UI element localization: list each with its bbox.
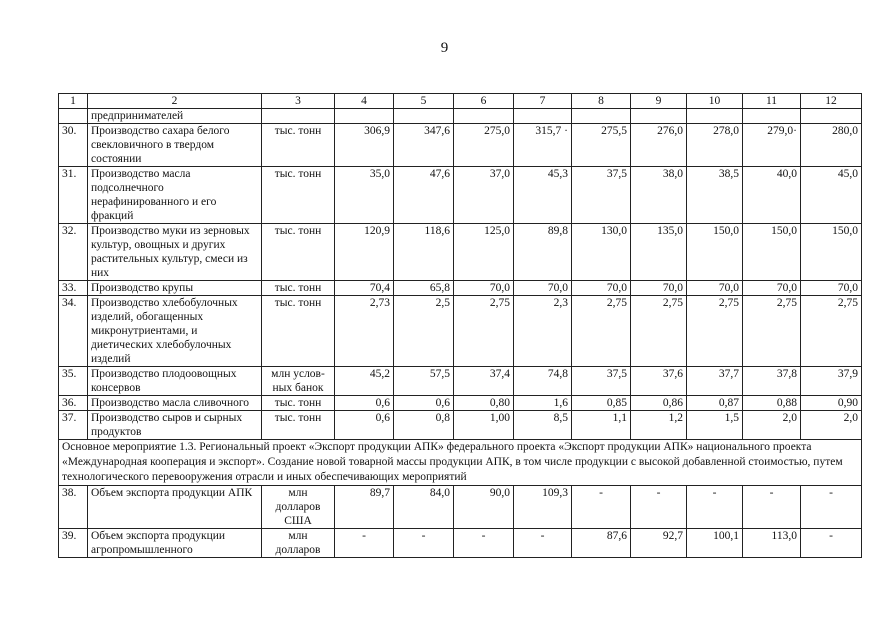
empty-cell — [454, 109, 514, 124]
table-row — [59, 411, 862, 440]
table-row — [59, 109, 862, 124]
value-cell: 37,7 — [687, 367, 743, 396]
table-row — [59, 296, 862, 367]
header-cell: 7 — [514, 94, 572, 109]
unit-cell: млн долларов США — [262, 486, 335, 529]
value-cell: 0,90 — [801, 396, 862, 411]
unit-cell: тыс. тонн — [262, 167, 335, 224]
value-cell: 150,0 — [687, 224, 743, 281]
empty-cell — [801, 109, 862, 124]
value-cell: 0,86 — [631, 396, 687, 411]
value-cell: 135,0 — [631, 224, 687, 281]
value-cell: 37,5 — [572, 167, 631, 224]
section-row — [59, 440, 862, 486]
value-cell: 278,0 — [687, 124, 743, 167]
row-number-cell: 35. — [59, 367, 88, 396]
row-number-cell: 33. — [59, 281, 88, 296]
value-cell: 2,5 — [394, 296, 454, 367]
value-cell: 89,7 — [335, 486, 394, 529]
value-cell: 306,9 — [335, 124, 394, 167]
header-cell: 8 — [572, 94, 631, 109]
value-cell: - — [335, 529, 394, 558]
header-cell: 5 — [394, 94, 454, 109]
row-number-cell: 39. — [59, 529, 88, 558]
page-number: 9 — [440, 40, 449, 56]
indicator-name-cell: предпринимателей — [88, 109, 262, 124]
row-number-cell: 30. — [59, 124, 88, 167]
value-cell: 2,75 — [454, 296, 514, 367]
value-cell: 2,75 — [572, 296, 631, 367]
value-cell: 280,0 — [801, 124, 862, 167]
value-cell: 37,5 — [572, 367, 631, 396]
value-cell: 2,0 — [743, 411, 801, 440]
unit-cell: тыс. тонн — [262, 396, 335, 411]
value-cell: 279,0· — [743, 124, 801, 167]
empty-cell — [631, 109, 687, 124]
indicator-name-cell: Объем экспорта продукции агропромышленного — [88, 529, 262, 558]
unit-cell: тыс. тонн — [262, 281, 335, 296]
value-cell: 275,5 — [572, 124, 631, 167]
value-cell: 0,6 — [335, 411, 394, 440]
value-cell: 315,7 · — [514, 124, 572, 167]
value-cell: 100,1 — [687, 529, 743, 558]
unit-cell: тыс. тонн — [262, 124, 335, 167]
indicator-name-cell: Производство плодоовощных консервов — [88, 367, 262, 396]
value-cell: 150,0 — [801, 224, 862, 281]
value-cell: - — [454, 529, 514, 558]
indicator-name-cell: Производство хлебобулочных изделий, обогащенных микронутриентами, и диетических хлебобулочных изделий — [88, 296, 262, 367]
table-row — [59, 167, 862, 224]
indicator-name-cell: Производство крупы — [88, 281, 262, 296]
value-cell: - — [394, 529, 454, 558]
value-cell: 8,5 — [514, 411, 572, 440]
value-cell: - — [801, 486, 862, 529]
empty-cell — [687, 109, 743, 124]
value-cell: 70,0 — [743, 281, 801, 296]
value-cell: 113,0 — [743, 529, 801, 558]
table-row — [59, 224, 862, 281]
value-cell: 0,80 — [454, 396, 514, 411]
value-cell: 45,3 — [514, 167, 572, 224]
value-cell: 35,0 — [335, 167, 394, 224]
row-number-cell: 36. — [59, 396, 88, 411]
indicator-name-cell: Производство муки из зерновых культур, овощных и других растительных культур, смеси из них — [88, 224, 262, 281]
header-cell: 12 — [801, 94, 862, 109]
table-row — [59, 367, 862, 396]
value-cell: 0,6 — [394, 396, 454, 411]
header-cell: 4 — [335, 94, 394, 109]
value-cell: 40,0 — [743, 167, 801, 224]
value-cell: 125,0 — [454, 224, 514, 281]
row-number-cell: 38. — [59, 486, 88, 529]
indicator-name-cell: Производство масла сливочного — [88, 396, 262, 411]
value-cell: 118,6 — [394, 224, 454, 281]
unit-cell: млн услов-ных банок — [262, 367, 335, 396]
value-cell: 90,0 — [454, 486, 514, 529]
value-cell: 276,0 — [631, 124, 687, 167]
value-cell: 1,6 — [514, 396, 572, 411]
table-row — [59, 529, 862, 558]
empty-cell — [394, 109, 454, 124]
value-cell: 47,6 — [394, 167, 454, 224]
table-row — [59, 281, 862, 296]
value-cell: 38,0 — [631, 167, 687, 224]
value-cell: 45,2 — [335, 367, 394, 396]
unit-cell: тыс. тонн — [262, 296, 335, 367]
value-cell: 37,6 — [631, 367, 687, 396]
header-row — [59, 94, 862, 109]
header-cell: 9 — [631, 94, 687, 109]
indicators-table — [58, 93, 862, 558]
value-cell: 2,75 — [631, 296, 687, 367]
value-cell: - — [801, 529, 862, 558]
empty-cell — [335, 109, 394, 124]
value-cell: 0,8 — [394, 411, 454, 440]
table-row — [59, 396, 862, 411]
value-cell: 45,0 — [801, 167, 862, 224]
value-cell: 2,73 — [335, 296, 394, 367]
empty-cell — [514, 109, 572, 124]
row-number-cell: 34. — [59, 296, 88, 367]
value-cell: 2,75 — [743, 296, 801, 367]
unit-cell: млн долларов — [262, 529, 335, 558]
value-cell: 84,0 — [394, 486, 454, 529]
value-cell: 0,85 — [572, 396, 631, 411]
section-heading: Основное мероприятие 1.3. Региональный проект «Экспорт продукции АПК» федерального проекта «Экспорт продукции АПК» национального проекта «Международная кооперация и экспорт». Создание новой товарной массы продукции АПК, в том числе продукции с высокой добавленной стоимостью, путем технологического перевооружения отрасли и иных обеспечивающих мероприятий — [59, 440, 862, 486]
indicator-name-cell: Объем экспорта продукции АПК — [88, 486, 262, 529]
unit-cell: тыс. тонн — [262, 411, 335, 440]
value-cell: 130,0 — [572, 224, 631, 281]
value-cell: 2,75 — [801, 296, 862, 367]
table-row — [59, 124, 862, 167]
value-cell: 37,0 — [454, 167, 514, 224]
value-cell: 70,0 — [514, 281, 572, 296]
value-cell: 37,4 — [454, 367, 514, 396]
header-cell: 6 — [454, 94, 514, 109]
value-cell: 120,9 — [335, 224, 394, 281]
empty-cell — [743, 109, 801, 124]
row-number-cell: 31. — [59, 167, 88, 224]
value-cell: 74,8 — [514, 367, 572, 396]
unit-cell: тыс. тонн — [262, 224, 335, 281]
value-cell: 37,9 — [801, 367, 862, 396]
value-cell: 109,3 — [514, 486, 572, 529]
value-cell: 347,6 — [394, 124, 454, 167]
value-cell: 0,6 — [335, 396, 394, 411]
value-cell: 70,0 — [572, 281, 631, 296]
value-cell: 2,0 — [801, 411, 862, 440]
value-cell: 70,0 — [631, 281, 687, 296]
header-cell: 1 — [59, 94, 88, 109]
value-cell: 70,4 — [335, 281, 394, 296]
value-cell: 0,87 — [687, 396, 743, 411]
value-cell: 275,0 — [454, 124, 514, 167]
indicator-name-cell: Производство сыров и сырных продуктов — [88, 411, 262, 440]
value-cell: 37,8 — [743, 367, 801, 396]
value-cell: 0,88 — [743, 396, 801, 411]
value-cell: 1,2 — [631, 411, 687, 440]
value-cell: - — [743, 486, 801, 529]
value-cell: 70,0 — [454, 281, 514, 296]
value-cell: 57,5 — [394, 367, 454, 396]
value-cell: 70,0 — [801, 281, 862, 296]
value-cell: 1,00 — [454, 411, 514, 440]
value-cell: 2,3 — [514, 296, 572, 367]
header-cell: 2 — [88, 94, 262, 109]
value-cell: 38,5 — [687, 167, 743, 224]
value-cell: 2,75 — [687, 296, 743, 367]
indicator-name-cell: Производство сахара белого свекловичного в твердом состоянии — [88, 124, 262, 167]
header-cell: 10 — [687, 94, 743, 109]
value-cell: 87,6 — [572, 529, 631, 558]
empty-cell — [572, 109, 631, 124]
table-row — [59, 486, 862, 529]
empty-cell — [262, 109, 335, 124]
header-cell: 3 — [262, 94, 335, 109]
value-cell: 92,7 — [631, 529, 687, 558]
value-cell: 150,0 — [743, 224, 801, 281]
row-number-cell: 32. — [59, 224, 88, 281]
value-cell: 65,8 — [394, 281, 454, 296]
value-cell: - — [514, 529, 572, 558]
value-cell: 89,8 — [514, 224, 572, 281]
row-number-cell — [59, 109, 88, 124]
indicator-name-cell: Производство масла подсолнечного нерафинированного и его фракций — [88, 167, 262, 224]
value-cell: 1,1 — [572, 411, 631, 440]
value-cell: - — [631, 486, 687, 529]
value-cell: - — [572, 486, 631, 529]
header-cell: 11 — [743, 94, 801, 109]
value-cell: 70,0 — [687, 281, 743, 296]
row-number-cell: 37. — [59, 411, 88, 440]
value-cell: - — [687, 486, 743, 529]
value-cell: 1,5 — [687, 411, 743, 440]
